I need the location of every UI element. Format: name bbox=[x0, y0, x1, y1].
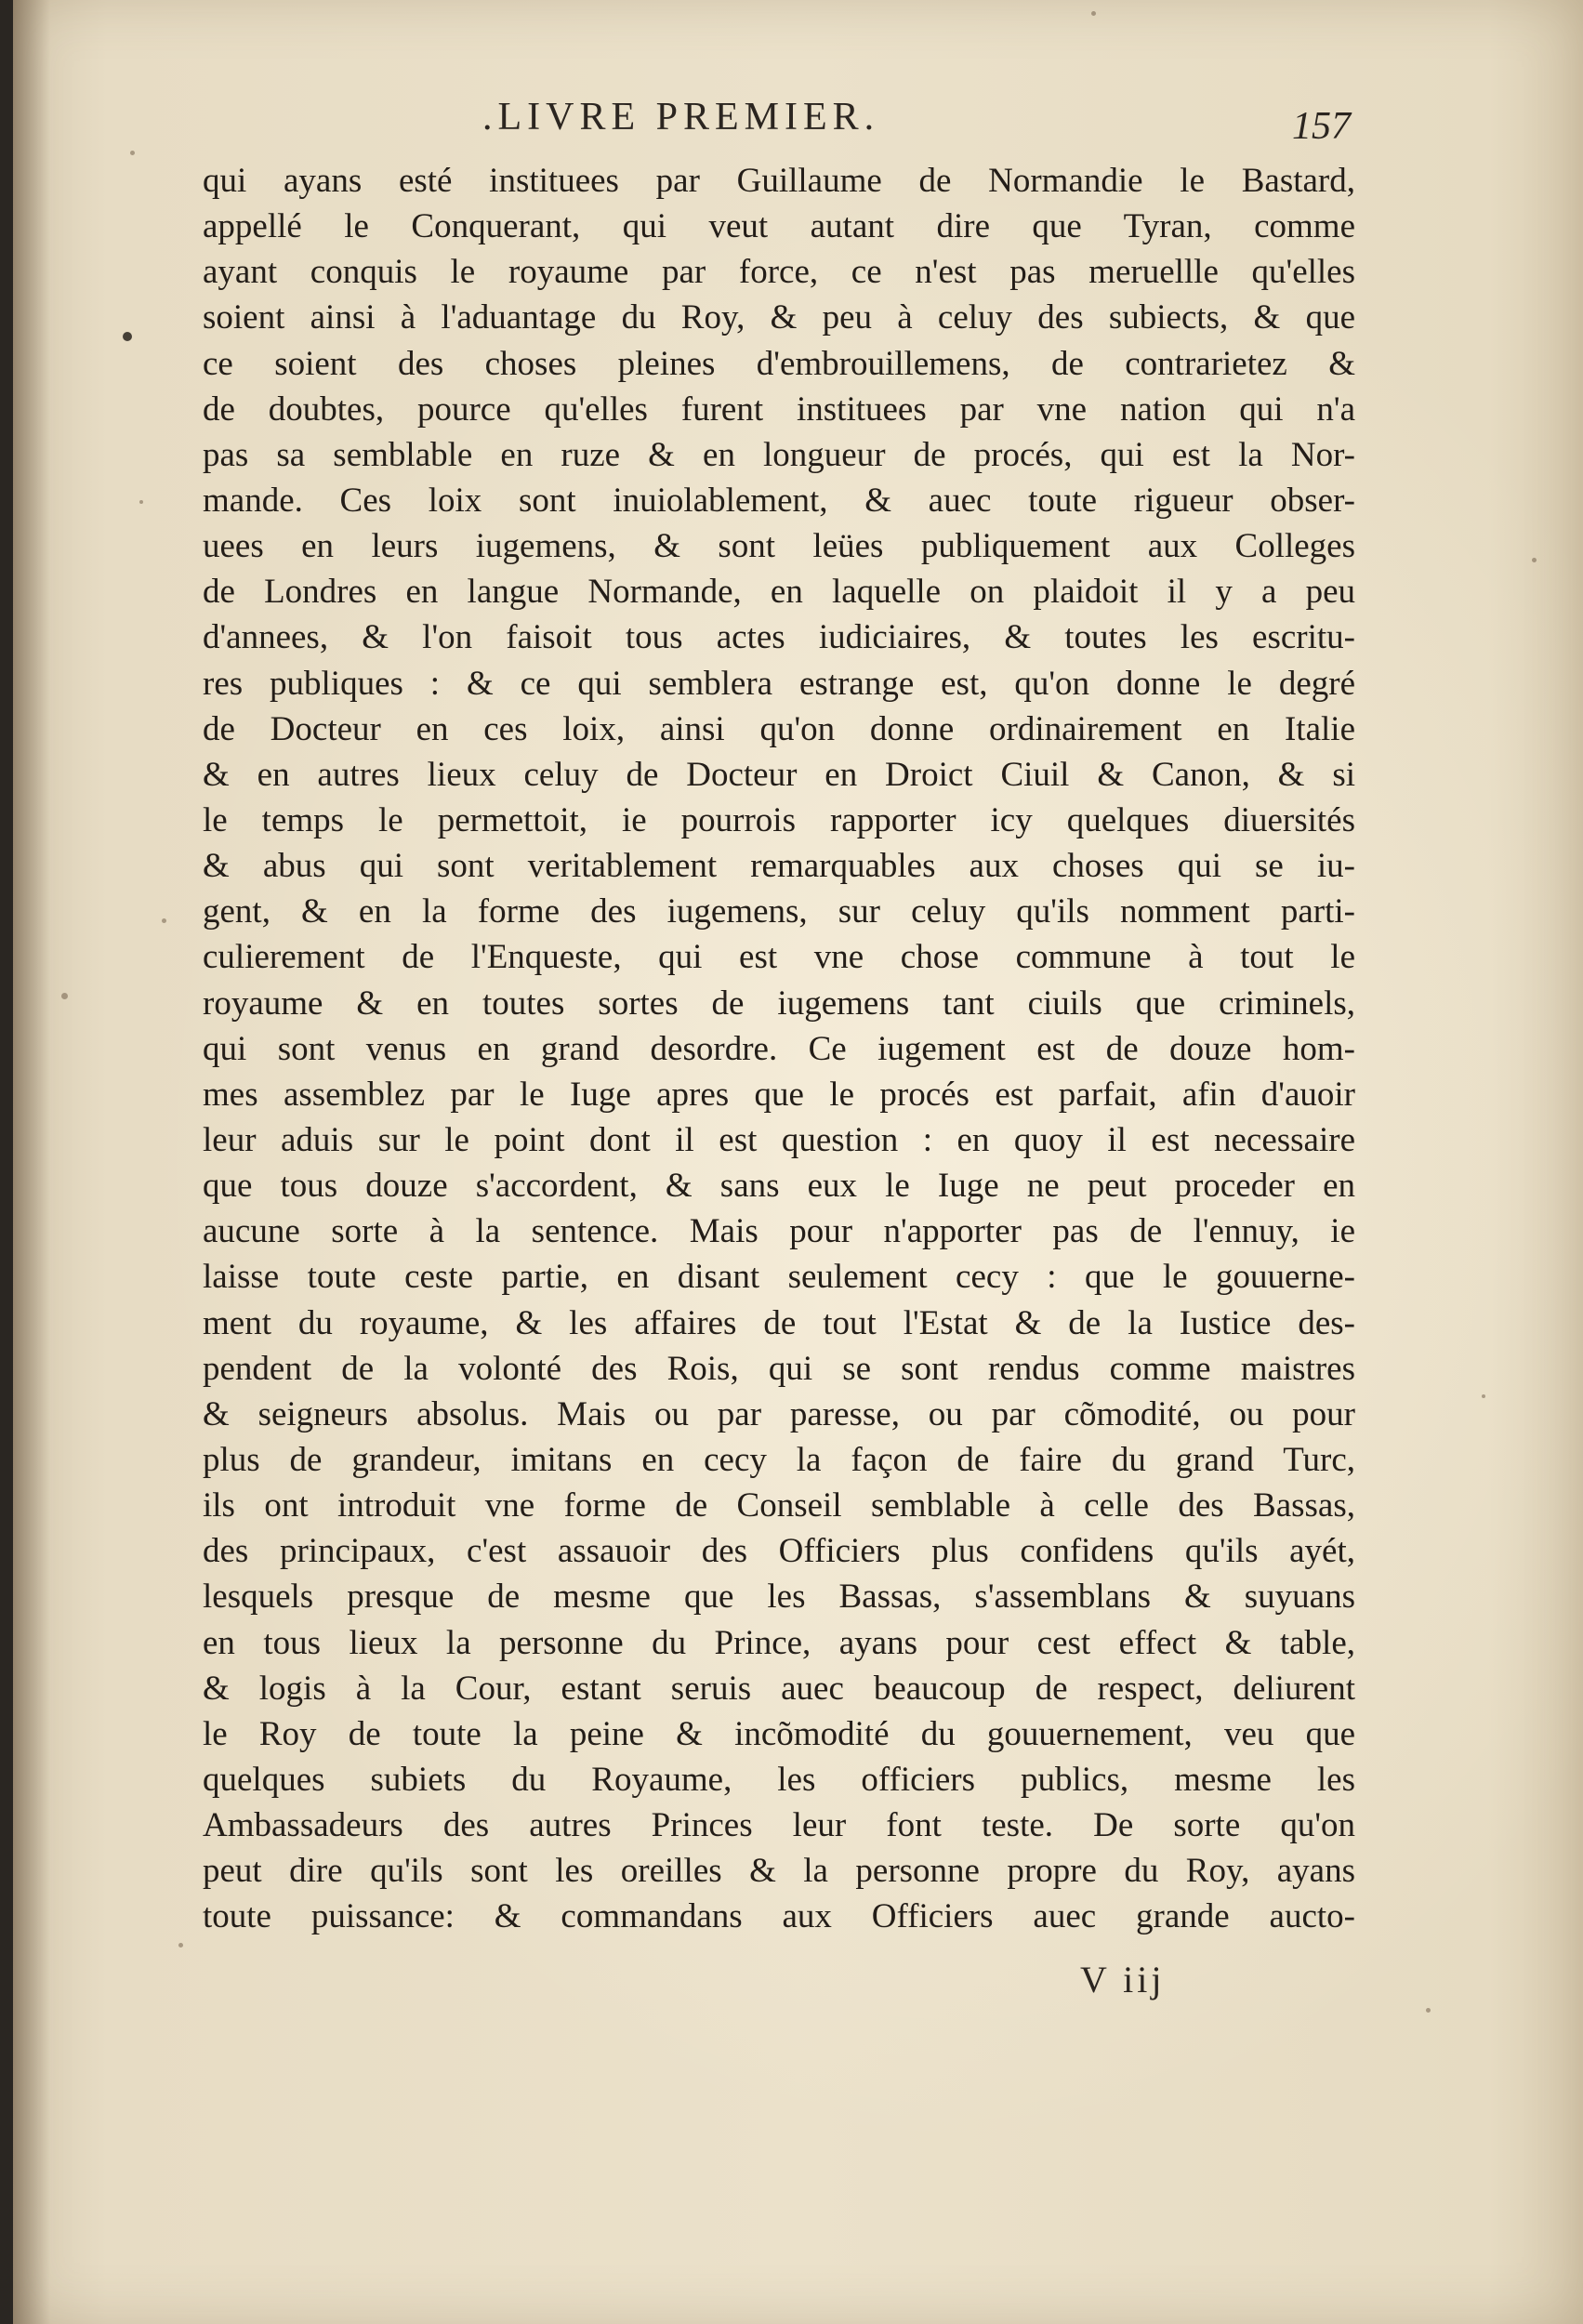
ink-speck bbox=[139, 500, 143, 504]
text-line: ayant conquis le royaume par force, ce n'est pas meruellle qu'elles bbox=[203, 253, 1355, 292]
ink-speck bbox=[1482, 1394, 1485, 1398]
text-line: quelques subiets du Royaume, les officiers publics, mesme les bbox=[203, 1760, 1355, 1799]
text-line: royaume & en toutes sortes de iugemens tant ciuils que criminels, bbox=[203, 984, 1355, 1023]
text-line: toute puissance: & commandans aux Officiers auec grande aucto- bbox=[203, 1897, 1355, 1936]
text-line: ce soient des choses pleines d'embrouillemens, de contrarietez & bbox=[203, 344, 1355, 383]
text-line: & logis à la Cour, estant seruis auec beaucoup de respect, deliurent bbox=[203, 1669, 1355, 1708]
book-page bbox=[13, 0, 1583, 2324]
text-line: culierement de l'Enqueste, qui est vne chose commune à tout le bbox=[203, 938, 1355, 977]
text-line: de doubtes, pource qu'elles furent instituees par vne nation qui n'a bbox=[203, 390, 1355, 429]
signature-mark: V iij bbox=[1080, 1959, 1166, 2000]
text-line: pas sa semblable en ruze & en longueur de procés, qui est la Nor- bbox=[203, 435, 1355, 474]
ink-speck bbox=[130, 151, 135, 155]
text-line: que tous douze s'accordent, & sans eux le Iuge ne peut proceder en bbox=[203, 1167, 1355, 1206]
text-line: mes assemblez par le Iuge apres que le procés est parfait, afin d'auoir bbox=[203, 1075, 1355, 1114]
ink-speck bbox=[1532, 558, 1537, 562]
text-line: pendent de la volonté des Rois, qui se sont rendus comme maistres bbox=[203, 1349, 1355, 1388]
text-line: aucune sorte à la sentence. Mais pour n'apporter pas de l'ennuy, ie bbox=[203, 1212, 1355, 1251]
running-head: .LIVRE PREMIER. bbox=[482, 96, 880, 139]
text-line: & seigneurs absolus. Mais ou par paresse, ou par cõmodité, ou pour bbox=[203, 1394, 1355, 1433]
text-line: laisse toute ceste partie, en disant seulement cecy : que le gouuerne- bbox=[203, 1258, 1355, 1297]
text-line: de Docteur en ces loix, ainsi qu'on donne ordinairement en Italie bbox=[203, 709, 1355, 748]
text-line: qui ayans esté instituees par Guillaume de Normandie le Bastard, bbox=[203, 162, 1355, 200]
page-number: 157 bbox=[1292, 105, 1351, 148]
ink-speck bbox=[162, 918, 166, 923]
text-line: en tous lieux la personne du Prince, ayans pour cest effect & table, bbox=[203, 1623, 1355, 1662]
text-line: res publiques : & ce qui semblera estrange est, qu'on donne le degré bbox=[203, 664, 1355, 703]
text-line: le Roy de toute la peine & incõmodité du gouuernement, veu que bbox=[203, 1714, 1355, 1753]
text-line: leur aduis sur le point dont il est question : en quoy il est necessaire bbox=[203, 1120, 1355, 1159]
text-line: Ambassadeurs des autres Princes leur font teste. De sorte qu'on bbox=[203, 1806, 1355, 1845]
ink-speck bbox=[178, 1943, 183, 1948]
text-line: soient ainsi à l'aduantage du Roy, & peu à celuy des subiects, & que bbox=[203, 298, 1355, 337]
text-line: qui sont venus en grand desordre. Ce iugement est de douze hom- bbox=[203, 1029, 1355, 1068]
ink-speck bbox=[61, 993, 68, 999]
spine-shadow bbox=[13, 0, 50, 2324]
body-text bbox=[203, 158, 1355, 1939]
text-line: le temps le permettoit, ie pourrois rapporter icy quelques diuersités bbox=[203, 800, 1355, 839]
text-line: ils ont introduit vne forme de Conseil semblable à celle des Bassas, bbox=[203, 1486, 1355, 1525]
text-line: uees en leurs iugemens, & sont leües publiquement aux Colleges bbox=[203, 527, 1355, 566]
text-line: ment du royaume, & les affaires de tout l'Estat & de la Iustice des- bbox=[203, 1303, 1355, 1342]
text-line: & en autres lieux celuy de Docteur en Droict Ciuil & Canon, & si bbox=[203, 755, 1355, 794]
text-line: de Londres en langue Normande, en laquelle on plaidoit il y a peu bbox=[203, 573, 1355, 612]
text-line: mande. Ces loix sont inuiolablement, & auec toute rigueur obser- bbox=[203, 481, 1355, 520]
text-line: appellé le Conquerant, qui veut autant dire que Tyran, comme bbox=[203, 207, 1355, 246]
text-line: des principaux, c'est assauoir des Officiers plus confidens qu'ils ayét, bbox=[203, 1532, 1355, 1571]
ink-speck bbox=[1091, 11, 1096, 16]
text-line: d'annees, & l'on faisoit tous actes iudiciaires, & toutes les escritu- bbox=[203, 618, 1355, 657]
text-line: gent, & en la forme des iugemens, sur celuy qu'ils nomment parti- bbox=[203, 892, 1355, 931]
text-line: & abus qui sont veritablement remarquables aux choses qui se iu- bbox=[203, 847, 1355, 886]
ink-speck bbox=[1426, 2008, 1431, 2013]
text-line: plus de grandeur, imitans en cecy la façon de faire du grand Turc, bbox=[203, 1440, 1355, 1479]
text-line: lesquels presque de mesme que les Bassas, s'assemblans & suyuans bbox=[203, 1578, 1355, 1617]
ink-speck bbox=[123, 332, 132, 341]
text-line: peut dire qu'ils sont les oreilles & la personne propre du Roy, ayans bbox=[203, 1852, 1355, 1891]
